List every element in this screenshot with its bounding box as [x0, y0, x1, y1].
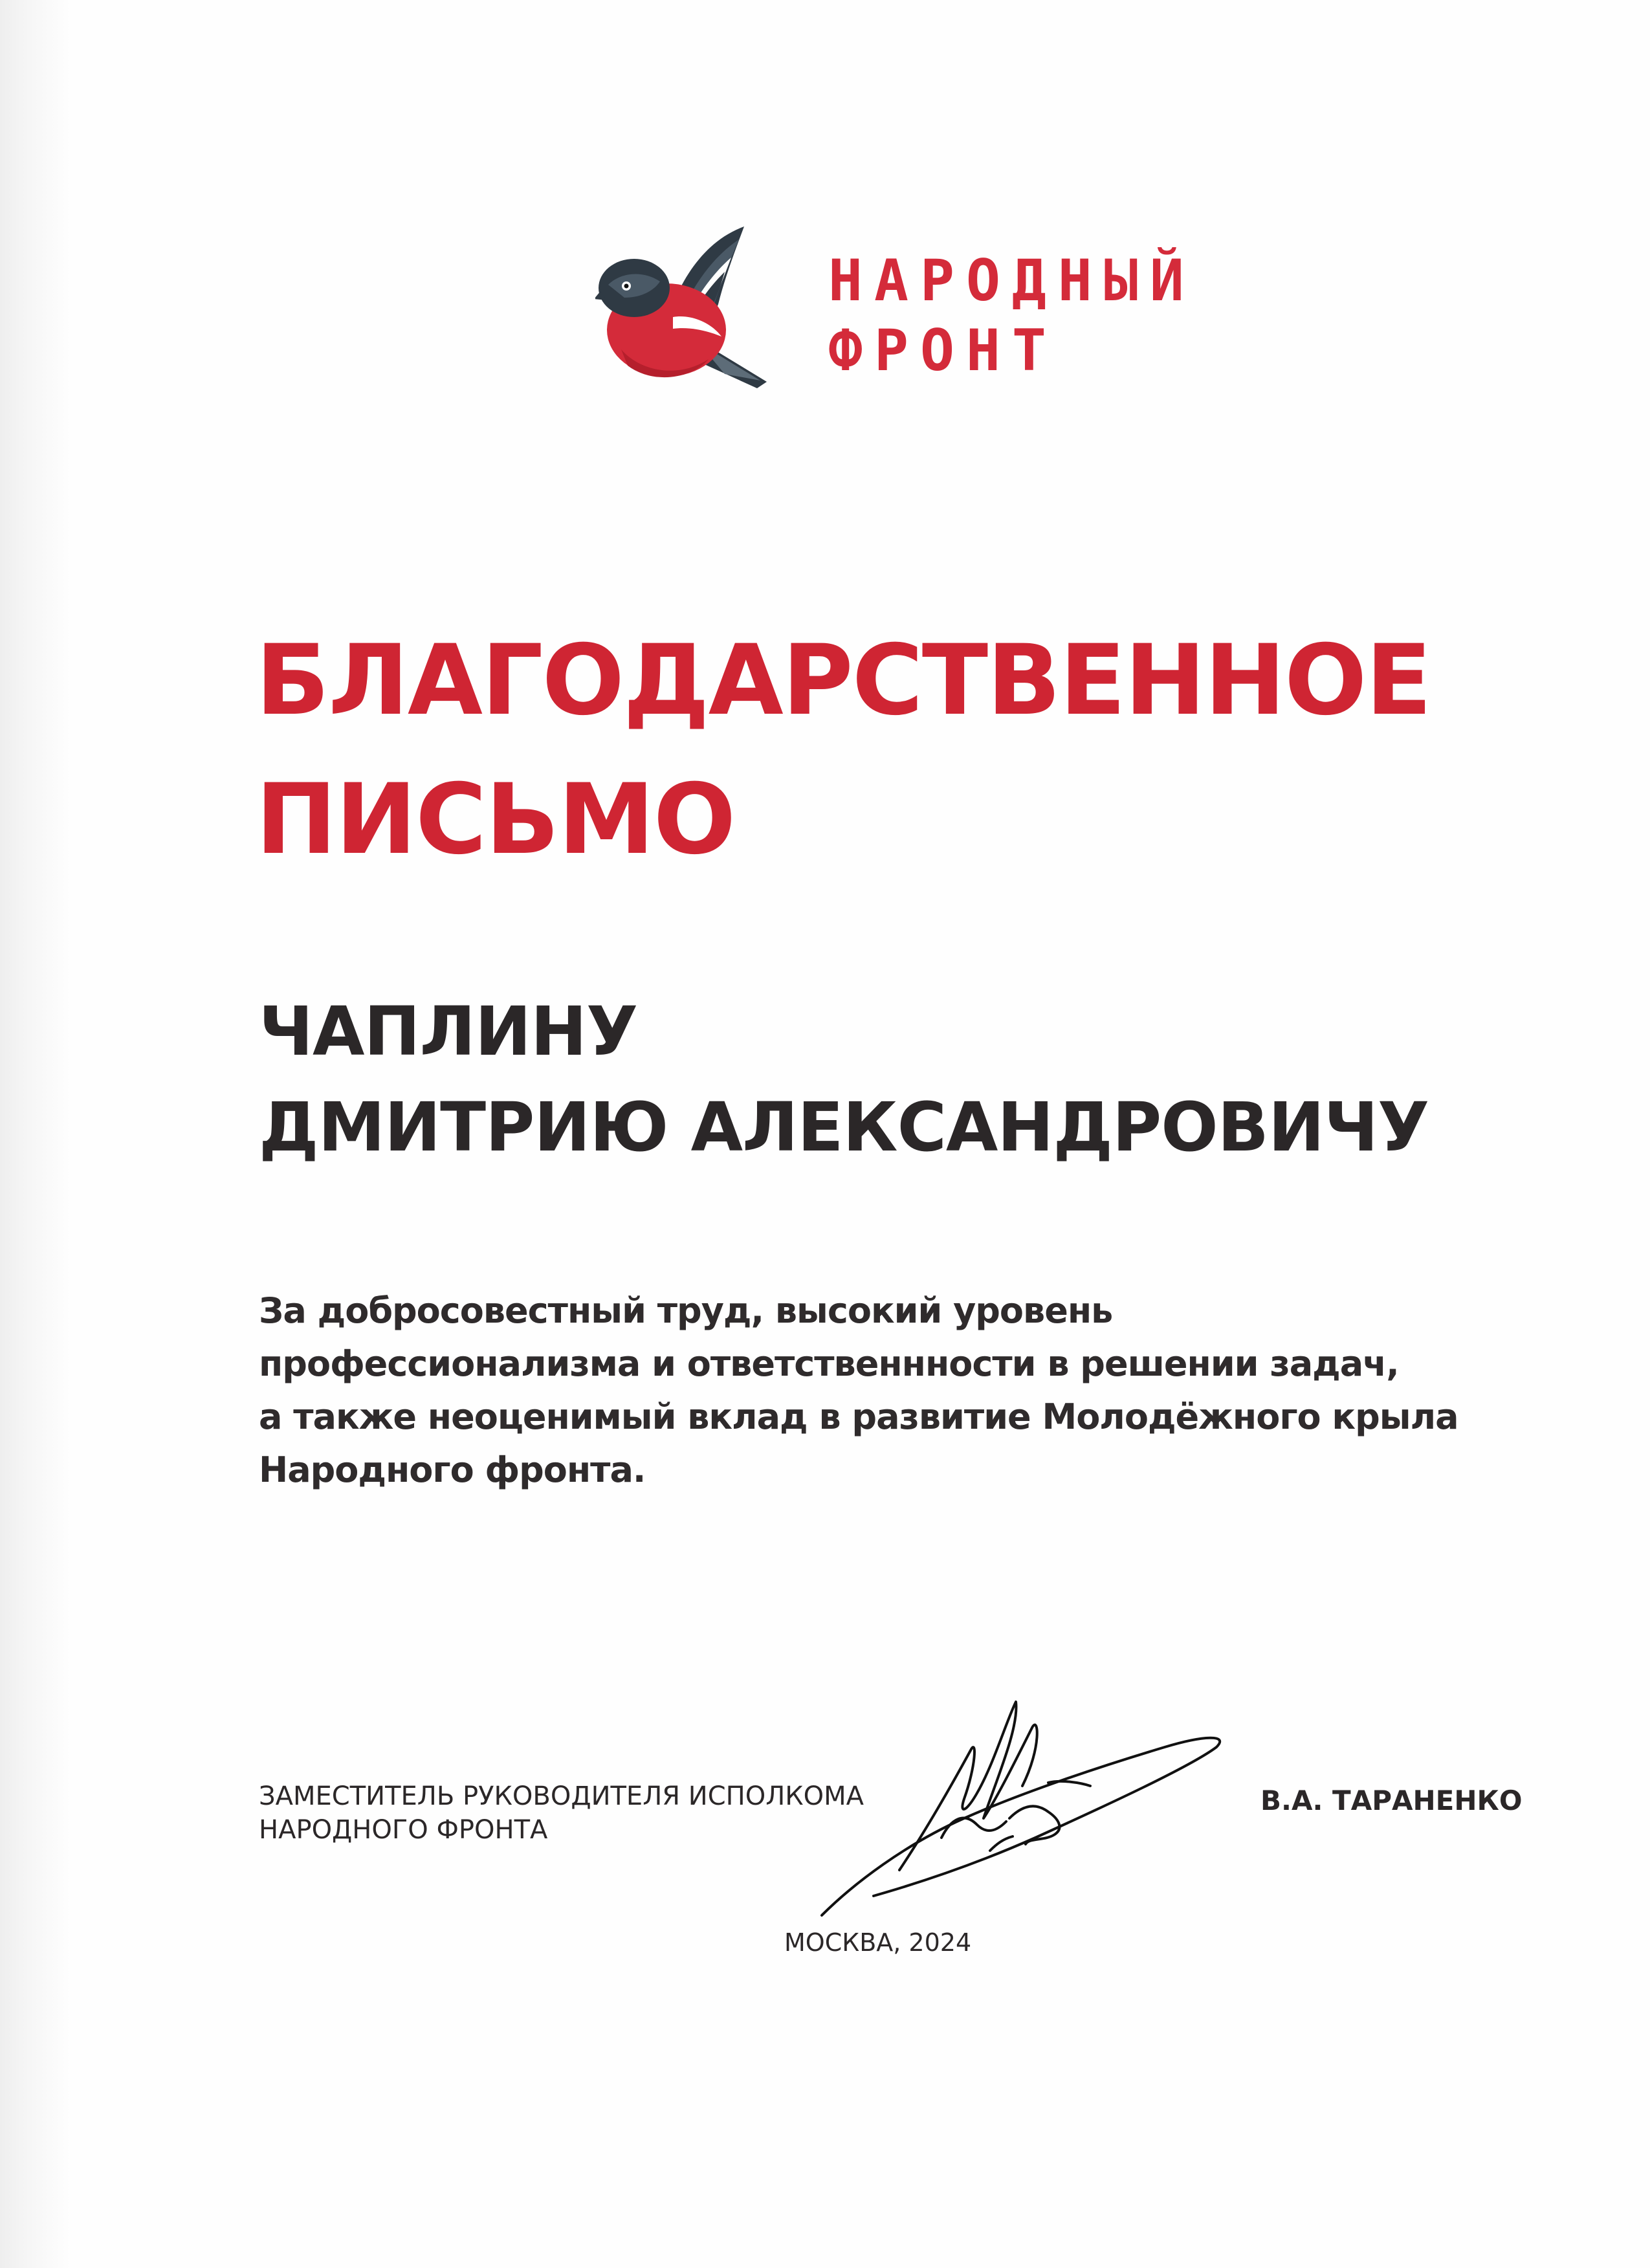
gratitude-line-1: За добросовестный труд, высокий уровень: [259, 1290, 1113, 1331]
logo-line-1: НАРОДНЫЙ: [828, 247, 1196, 314]
signer-position: [259, 1779, 864, 1847]
bullfinch-bird-icon: [595, 226, 776, 395]
recipient-name: [259, 984, 1429, 1175]
logo-line-2: ФРОНТ: [828, 317, 1058, 384]
position-line-1: ЗАМЕСТИТЕЛЬ РУКОВОДИТЕЛЯ ИСПОЛКОМА: [259, 1781, 864, 1811]
gratitude-line-2: профессионализма и ответственнности в решении задач,: [259, 1343, 1399, 1384]
title-line-2: ПИСЬМО: [256, 764, 735, 876]
title-line-1: БЛАГОДАРСТВЕННОЕ: [256, 624, 1431, 737]
place-and-date: МОСКВА, 2024: [784, 1928, 972, 1957]
recipient-given-names: ДМИТРИЮ АЛЕКСАНДРОВИЧУ: [259, 1088, 1429, 1167]
gratitude-text: [259, 1284, 1488, 1497]
recipient-surname: ЧАПЛИНУ: [259, 992, 638, 1071]
gratitude-line-3: а также неоценимый вклад в развитие Молодёжного крыла: [259, 1396, 1458, 1437]
logo-wordmark: [828, 246, 1196, 386]
signer-name: В.А. ТАРАНЕНКО: [1260, 1785, 1523, 1816]
narodny-front-logo: [595, 226, 1242, 395]
scan-edge-shadow: [0, 0, 71, 2268]
gratitude-line-4: Народного фронта.: [259, 1449, 646, 1490]
handwritten-signature-icon: [802, 1689, 1229, 1935]
position-line-2: НАРОДНОГО ФРОНТА: [259, 1815, 548, 1845]
document-title: [256, 611, 1431, 890]
